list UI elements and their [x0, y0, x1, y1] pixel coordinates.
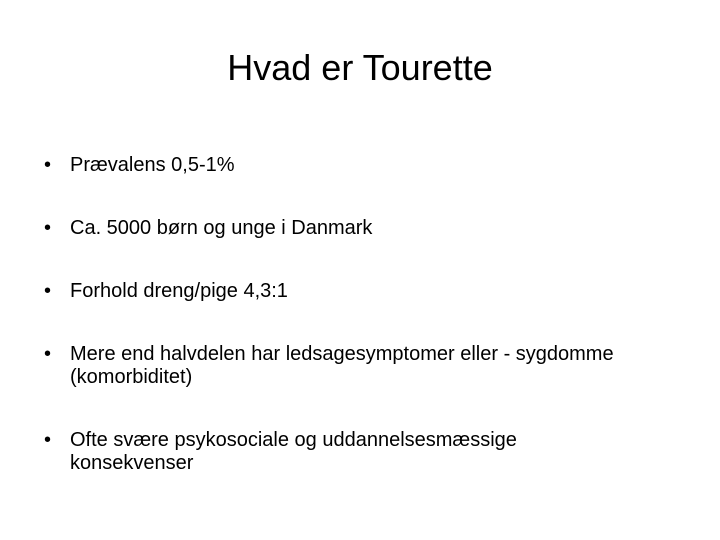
bullet-item-comorbidity: [44, 343, 644, 389]
bullet-dot-icon: •: [44, 343, 52, 365]
bullet-item-consequences: [44, 429, 644, 475]
bullet-text: Ca. 5000 børn og unge i Danmark: [70, 217, 373, 239]
bullet-dot-icon: •: [44, 280, 52, 302]
bullet-dot-icon: •: [44, 154, 52, 176]
bullet-text: Prævalens 0,5-1%: [70, 154, 235, 176]
bullet-item-children-count: [44, 217, 644, 240]
bullet-dot-icon: •: [44, 429, 52, 451]
bullet-text: Forhold dreng/pige 4,3:1: [70, 280, 288, 302]
bullet-text: Ofte svære psykosociale og uddannelsesmæssige konsekvenser: [70, 429, 517, 474]
bullet-item-prevalence: [44, 154, 644, 177]
bullet-dot-icon: •: [44, 217, 52, 239]
bullet-text: Mere end halvdelen har ledsagesymptomer eller - sygdomme (komorbiditet): [70, 343, 614, 388]
bullet-list: [44, 154, 644, 515]
bullet-item-gender-ratio: [44, 280, 644, 303]
slide-title: Hvad er Tourette: [227, 47, 493, 88]
